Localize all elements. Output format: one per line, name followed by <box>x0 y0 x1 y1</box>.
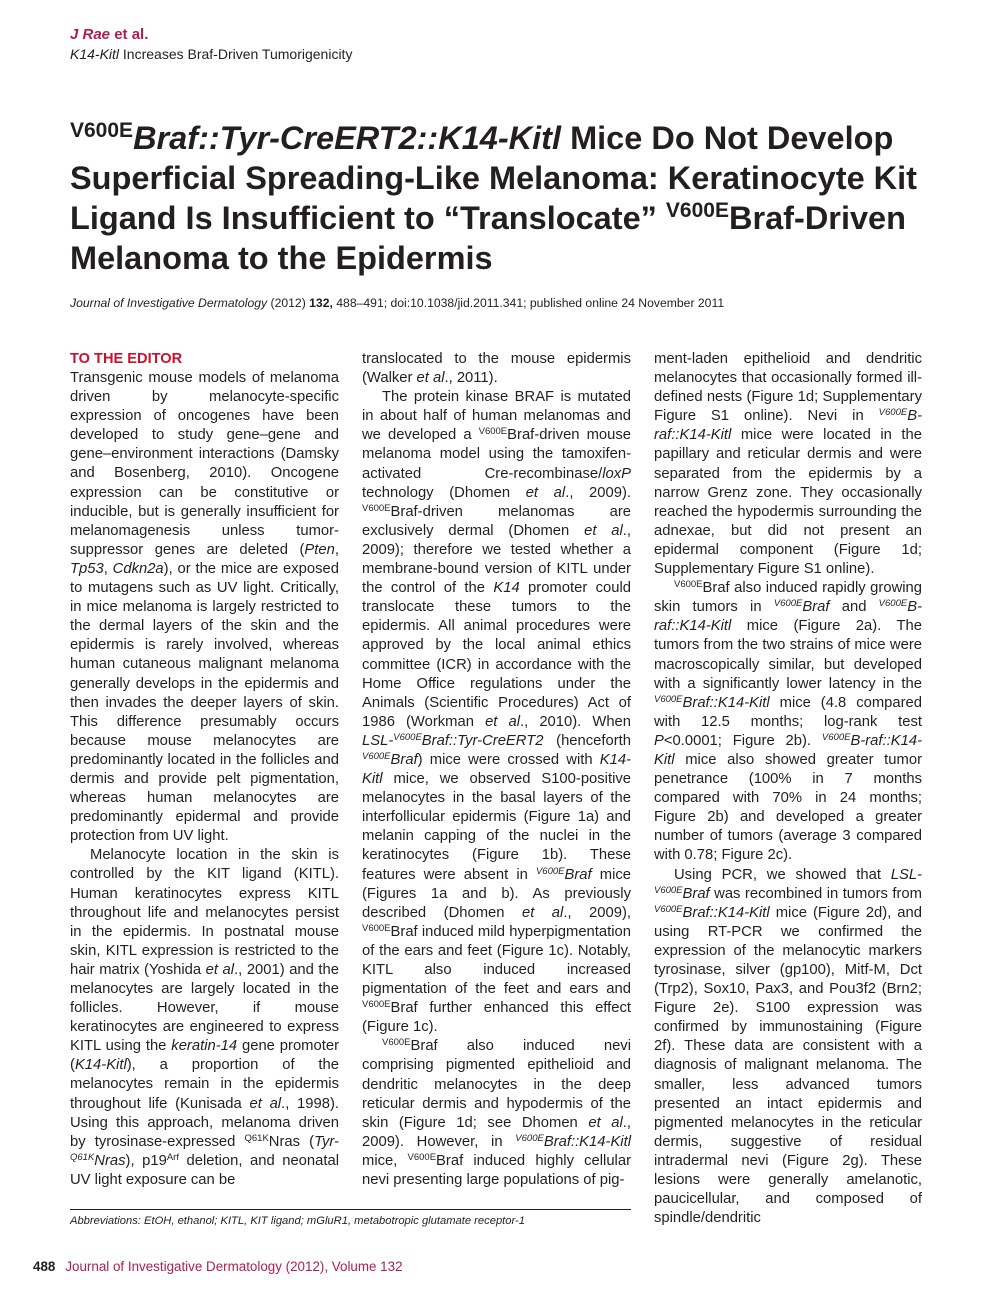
body-column-1 <box>70 350 339 1190</box>
italic-text: B-raf::K14-Kitl <box>654 732 922 768</box>
text-run: ., 2009); therefore we tested whether a membrane-bound version of KITL under the control of the <box>362 522 632 597</box>
superscript: V600E <box>674 579 703 591</box>
page-number: 488 <box>33 1259 56 1274</box>
superscript: V600E <box>654 903 683 915</box>
superscript: V600E <box>407 1151 437 1163</box>
text-run: translocated to the mouse epidermis (Walker <box>362 351 631 387</box>
superscript: V600E <box>878 598 908 610</box>
italic-text: LSL- <box>362 732 394 749</box>
text-run: ., 1998). Using this approach, melanoma driven by tyrosinase-expressed <box>70 1095 340 1150</box>
text-run: ., 2001) and the melanocytes are largely located in the follicles. However, if mouse keratinocytes are engineered to express KITL using the <box>70 961 340 1055</box>
text-run: ., 2009), <box>563 904 631 921</box>
superscript: V600E <box>535 865 565 877</box>
italic-text: et al <box>584 522 623 539</box>
text-run: Nras ( <box>268 1133 315 1150</box>
italic-text: et al <box>525 484 566 501</box>
superscript: V600E <box>362 502 391 514</box>
superscript: V600E <box>478 426 508 438</box>
text-run: Melanocyte location in the skin is controlled by the KIT ligand (KITL). Human keratinocytes express KITL throughout life and melanocytes persist in the epidermis. In postnatal mouse skin, KITL expression is restricted to the hair matrix (Yoshida <box>70 847 339 978</box>
italic-text: LSL- <box>890 866 922 883</box>
italic-text: Tyr- <box>314 1133 339 1150</box>
text-run: mice (Figures 1a and b). As previously described (Dhomen <box>362 866 631 921</box>
superscript: V600E <box>515 1132 544 1144</box>
paragraph <box>654 350 922 579</box>
italic-text: et al <box>205 961 235 978</box>
text-run: ., 2011). <box>444 370 498 387</box>
citation-year: (2012) <box>267 296 310 310</box>
text-run: , <box>103 560 113 577</box>
text-run: mice, we observed S100-positive melanocytes in the basal layers of the interfollicular epidermis (Figure 1a) and melanin capping of the nuclei in the keratinocytes (Figure 1b). These features were absent in <box>362 771 631 883</box>
text-run: Braf induced highly cellular nevi presenting large populations of pig- <box>362 1152 632 1189</box>
superscript: V600E <box>773 598 803 610</box>
italic-text: et al <box>521 904 564 921</box>
citation-volume: 132, <box>309 296 333 310</box>
paragraph <box>362 350 631 388</box>
title-part-2: Braf-Driven Melanoma to the Epidermis <box>70 200 906 276</box>
superscript: V600E <box>362 999 391 1011</box>
text-run: gene promoter ( <box>70 1038 339 1074</box>
paragraph <box>654 866 922 1229</box>
superscript: V600E <box>362 922 391 934</box>
text-run: Braf-driven mouse melanoma model using the tamoxifen-activated Cre-recombinase/ <box>362 427 631 482</box>
superscript: Q61K <box>244 1132 269 1144</box>
text-run: Braf-driven melanomas are exclusively dermal (Dhomen <box>362 503 631 539</box>
text-run: ., 2009). However, in <box>362 1114 632 1150</box>
italic-text: et al <box>249 1095 282 1112</box>
paragraph <box>362 388 631 1037</box>
title-superscript-2: V600E <box>665 199 729 222</box>
superscript: V600E <box>362 750 391 762</box>
paragraph <box>70 369 339 846</box>
italic-text: Cdkn2a <box>112 560 164 577</box>
text-run: ), a proportion of the melanocytes remain in the epidermis throughout life (Kunisada <box>70 1057 339 1112</box>
body-column-3 <box>654 350 922 1228</box>
superscript: V600E <box>382 1037 411 1049</box>
short-title-rest: Increases Braf-Driven Tumorigenicity <box>119 46 353 62</box>
superscript: V600E <box>393 731 422 743</box>
author-name: J Rae <box>70 26 111 43</box>
running-head <box>70 26 352 62</box>
text-run: ., 2010). When <box>520 713 632 730</box>
text-run: ment-laden epithelioid and dendritic melanocytes that occasionally formed ill-defined nests (Figure 1d; Supplementary Figure S1 online). Nevi in <box>654 351 922 425</box>
citation-line <box>70 296 930 310</box>
title-italic: Braf::Tyr-CreERT2::K14-Kitl <box>133 120 562 156</box>
text-run: was recombined in tumors from <box>709 885 922 902</box>
superscript: V600E <box>878 407 908 419</box>
italic-text: Braf::K14-Kitl <box>682 904 770 921</box>
italic-text: Tp53 <box>70 560 104 577</box>
paragraph <box>70 846 339 1190</box>
text-run: The protein kinase BRAF is mutated in about half of human melanomas and we developed a <box>362 389 631 444</box>
text-run: , <box>334 541 339 558</box>
italic-text: Braf <box>564 866 592 883</box>
superscript: V600E <box>654 884 683 896</box>
italic-text: Nras <box>94 1152 126 1169</box>
text-run: and <box>829 599 879 616</box>
text-run: <0.0001; Figure 2b). <box>663 732 822 749</box>
abbreviations-footnote: Abbreviations: EtOH, ethanol; KITL, KIT ligand; mGluR1, metabotropic glutamate receptor-1 <box>70 1215 525 1227</box>
italic-text: Braf::Tyr-CreERT2 <box>421 732 544 749</box>
section-heading: TO THE EDITOR <box>70 351 183 367</box>
italic-text: Braf::K14-Kitl <box>682 694 770 711</box>
superscript: Q61K <box>70 1151 95 1163</box>
title-superscript-1: V600E <box>70 119 134 142</box>
italic-text: Braf <box>390 751 418 768</box>
citation-journal: Journal of Investigative Dermatology <box>70 296 268 310</box>
body-column-2 <box>362 350 631 1190</box>
italic-text: K14 <box>493 580 520 597</box>
italic-text: et al <box>416 370 445 387</box>
superscript: Arf <box>166 1151 179 1163</box>
text-run: Using PCR, we showed that <box>674 866 891 883</box>
text-run: Braf also induced rapidly growing skin tumors in <box>654 580 922 616</box>
text-run: Braf further enhanced this effect (Figure 1c). <box>362 1000 631 1036</box>
superscript: V600E <box>821 731 851 743</box>
title-part-1: Mice Do Not Develop Superficial Spreading-Like Melanoma: Keratinocyte Kit Ligand Is Insufficient to “Translocate” <box>70 120 917 236</box>
italic-text: loxP <box>602 465 631 482</box>
italic-text: K14-Kitl <box>362 751 631 788</box>
text-run: promoter could translocate these tumors to the epidermis. All animal procedures were approved by the local animal ethics committee (ICR) in accordance with the Home Office regulations under the Animals (Scientific Procedures) Act of 1986 (Workman <box>362 580 631 730</box>
text-run: ), p19 <box>125 1152 167 1169</box>
text-run: mice (Figure 2d), and using RT-PCR we confirmed the expression of the melanocytic markers tyrosinase, silver (gp100), Mitf-M, Dct (Trp2), Sox10, Pax3, and Pou3f2 (Brn2; Figure 2e). S100 expression was confirmed by immunostaining (Figure 2f). These data are consistent with a diagnosis of malignant melanoma. The smaller, less advanced tumors presented an intact epidermis and pigmented melanocytes in the reticular dermis, suggestive of residual intradermal nevi (Figure 2g). These lesions were generally amelanotic, paucicellular, and composed of spindle/dendritic <box>654 904 922 1227</box>
italic-text: Braf::K14-Kitl <box>543 1133 631 1150</box>
short-title-gene: K14-Kitl <box>70 46 120 62</box>
superscript: V600E <box>654 693 683 705</box>
text-run: mice were located in the papillary and reticular dermis and were separated from the epidermis by a narrow Grenz zone. They occasionally reached the hypodermis surrounding the adnexae, but did not present an epidermal component (Figure 1d; Supplementary Figure S1 online). <box>654 427 922 578</box>
page-footer <box>33 1259 403 1274</box>
italic-text: B-raf::K14-Kitl <box>654 408 922 444</box>
text-run: ., 2009). <box>565 484 632 501</box>
article-title <box>70 118 930 278</box>
paragraph <box>654 579 922 865</box>
text-run: (henceforth <box>543 732 631 749</box>
text-run: Braf also induced nevi comprising pigmented epithelioid and dendritic melanocytes in the deep reticular dermis and hypodermis of the skin (Figure 1d; see Dhomen <box>362 1038 631 1131</box>
text-run: mice also showed greater tumor penetrance (100% in 7 months compared with 70% in 24 months; Figure 2b) and developed a greater number of tumors (average 3 compared with 0.78; Figure 2c). <box>654 751 922 864</box>
text-run: Transgenic mouse models of melanoma driven by melanocyte-specific expression of oncogenes have been developed to study gene–gene and gene–environment interactions (Damsky and Bosenberg, 2010). Oncogene expression can be constitutive or inducible, but is generally insufficient for melanomagenesis unless tumor-suppressor genes are deleted ( <box>70 370 339 558</box>
running-head-short-title <box>70 46 352 62</box>
paragraph <box>362 1037 631 1190</box>
text-run: deletion, and neonatal UV light exposure can be <box>70 1152 339 1188</box>
running-head-authors <box>70 26 352 43</box>
italic-text: et al <box>485 713 521 730</box>
text-run: ) mice were crossed with <box>417 751 600 768</box>
text-run: mice (Figure 2a). The tumors from the two strains of mice were macroscopically similar, but developed with a significantly lower latency in the <box>654 618 922 692</box>
italic-text: K14-Kitl <box>74 1057 127 1074</box>
citation-details: 488–491; doi:10.1038/jid.2011.341; published online 24 November 2011 <box>332 296 725 310</box>
italic-text: et al <box>588 1114 623 1131</box>
italic-text: Braf <box>802 599 830 616</box>
text-run: technology (Dhomen <box>362 484 526 501</box>
italic-text: keratin-14 <box>171 1038 238 1055</box>
text-run: mice (4.8 compared with 12.5 months; log-rank test <box>654 694 922 730</box>
text-run: mice, <box>362 1152 408 1169</box>
text-run: ), or the mice are exposed to mutagens such as UV light. Critically, in mice melanoma is largely restricted to the dermal layers of the skin and the epidermis is rarely involved, whereas human cutaneous malignant melanoma generally develops in the epidermis and then invades the deeper layers of skin. This difference presumably occurs because mouse melanocytes are predominantly located in the follicles and dermis and provide pelt pigmentation, whereas human melanocytes are predominantly epidermal and provide protection from UV light. <box>70 560 339 845</box>
footer-journal: Journal of Investigative Dermatology (2012), Volume 132 <box>65 1259 403 1274</box>
italic-text: B-raf::K14-Kitl <box>654 599 922 635</box>
et-al: et al. <box>110 26 149 43</box>
footnote-divider <box>70 1209 631 1210</box>
text-run: Braf induced mild hyperpigmentation of the ears and feet (Figure 1c). Notably, KITL also induced increased pigmentation of the feet and ears and <box>362 923 631 998</box>
italic-text: P <box>654 732 664 749</box>
italic-text: Braf <box>682 885 710 902</box>
italic-text: Pten <box>304 541 335 558</box>
